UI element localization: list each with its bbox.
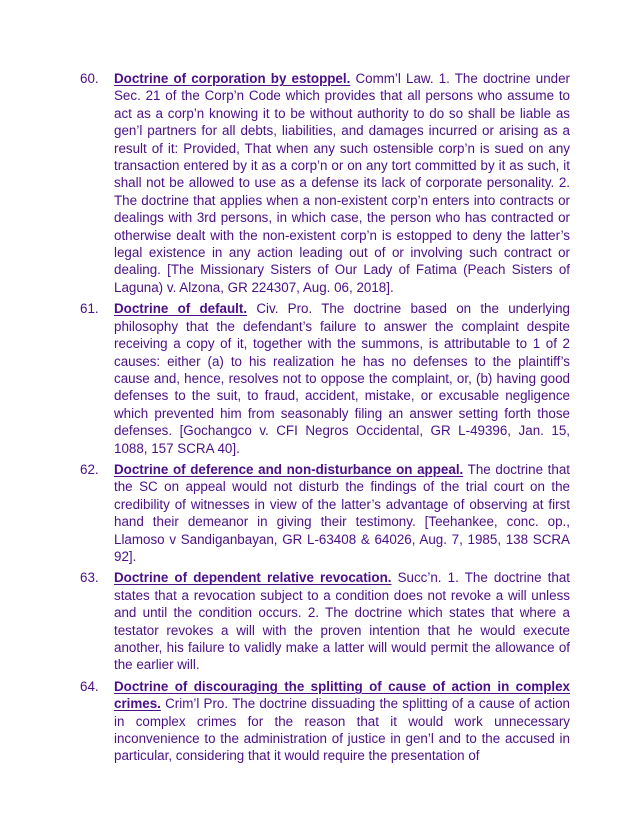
entry-term: Doctrine of deference and non-disturbance on appeal.	[114, 461, 464, 477]
entry-body: Civ. Pro. The doctrine based on the underlying philosophy that the defendant’s failure to answer the complaint despite receiving a copy of it, together with the summons, is attributable to 1 of 2 causes: either (a) to his realization he has no defenses to the plaintiff’s cause and, hence, resolves not to oppose the complaint, or, (b) having good defenses to the suit, to fraud, accident, mistake, or excusable negligence which prevented him from seasonably filing an answer setting forth those defenses. [Gochangco v. CFI Negros Occidental, GR L-49396, Jan. 15, 1088, 157 SCRA 40].	[114, 301, 570, 456]
entry-term: Doctrine of corporation by estoppel.	[114, 71, 351, 86]
doctrine-entry-64	[80, 678, 570, 765]
entry-number: 60.	[80, 71, 99, 86]
entry-term: Doctrine of dependent relative revocation.	[114, 570, 392, 586]
entry-term: Doctrine of default.	[114, 301, 248, 317]
entry-number: 64.	[80, 678, 99, 694]
entry-number: 61.	[80, 301, 99, 317]
doctrine-entry-63	[80, 569, 570, 673]
doctrine-entry-60	[80, 70, 570, 296]
doctrine-entry-61	[80, 300, 570, 457]
entry-number: 63.	[80, 570, 99, 586]
doctrine-entry-62	[80, 461, 570, 565]
entry-term: Doctrine of discouraging the splitting of cause of action in complex crimes.	[114, 678, 570, 712]
doctrine-list	[80, 70, 570, 769]
entry-body: The doctrine that the SC on appeal would not disturb the findings of the trial court on the credibility of witnesses in view of the latter’s advantage of observing at first hand their demeanor in giving their testimony. [Teehankee, conc. op., Llamoso v Sandiganbayan, GR L-63408 & 64026, Aug. 7, 1985, 138 SCRA 92].	[114, 461, 570, 564]
entry-body: Comm’l Law. 1. The doctrine under Sec. 21 of the Corp’n Code which provides that all persons who assume to act as a corp’n knowing it to be without authority to do so shall be liable as gen’l partners for all debts, liabilities, and damages incurred or arising as a result of it: Provided, That when any such ostensible corp’n is sued on any transaction entered by it as a corp’n or on any tort committed by it as such, it shall not be allowed to use as a defense its lack of corporate personality. 2. The doctrine that applies when a non-existent corp’n enters into contracts or dealings with 3rd persons, in which case, the person who has contracted or otherwise dealt with the non-existent corp’n is estopped to deny the latter’s legal existence in any action leading out of or involving such contract or dealing. [The Missionary Sisters of Our Lady of Fatima (Peach Sisters of Laguna) v. Alzona, GR 224307, Aug. 06, 2018].	[114, 71, 570, 295]
entry-number: 62.	[80, 461, 99, 477]
entry-body: Crim’l Pro. The doctrine dissuading the splitting of a cause of action in complex crimes for the reason that it would work unnecessary inconvenience to the administration of justice in gen’l and to the accused in particular, considering that it would require the presentation of	[114, 696, 570, 764]
entry-body: Succ’n. 1. The doctrine that states that a revocation subject to a condition does not revoke a will unless and until the condition occurs. 2. The doctrine which states that where a testator revokes a will with the proven intention that he would execute another, his failure to validly make a latter will would permit the allowance of the earlier will.	[114, 570, 570, 673]
